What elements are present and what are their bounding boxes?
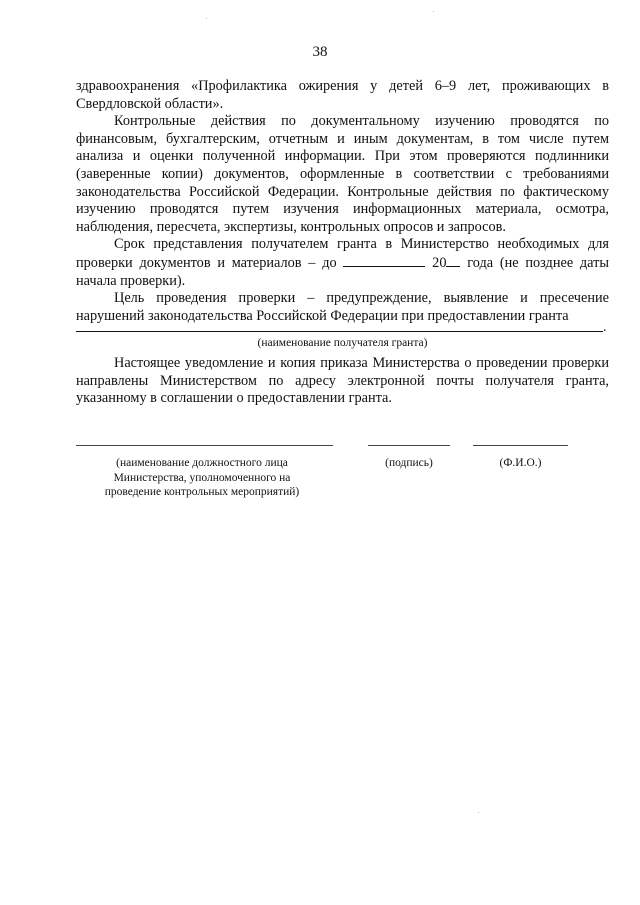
scan-speck xyxy=(433,11,434,12)
official-caption: (наименование должностного лица Министерства, уполномоченного на проведение контрольных мероприятий) xyxy=(104,457,300,498)
paragraph-notification: Настоящее уведомление и копия приказа Министерства о проведении проверки направлены Министерством по адресу электронной почты получателя гранта, указанному в соглашении о предоставлении гранта. xyxy=(76,355,609,407)
paragraph-program-name: здравоохранения «Профилактика ожирения у детей 6–9 лет, проживающих в Свердловской области». xyxy=(76,78,609,112)
body-text-top xyxy=(76,78,609,325)
deadline-year-prefix: 20 xyxy=(432,254,447,271)
sign-line xyxy=(368,445,450,446)
signature-caption: (подпись) xyxy=(385,457,433,469)
scan-speck xyxy=(206,18,207,19)
scan-speck xyxy=(478,812,479,813)
name-line xyxy=(473,445,568,446)
name-caption: (Ф.И.О.) xyxy=(499,457,542,469)
paragraph-purpose: Цель проведения проверки – предупреждение, выявление и пресечение нарушений законодательства Российской Федерации при предоставлении гранта xyxy=(76,290,609,324)
body-text-bottom xyxy=(76,355,609,408)
deadline-date-blank xyxy=(343,254,425,267)
official-signature-line xyxy=(76,445,333,446)
deadline-year-blank xyxy=(446,254,460,267)
deadline-text-2: года (не позднее даты начала проверки). xyxy=(76,254,610,289)
deadline-text-1: Срок представления получателем гранта в Министерство необходимых для проверки документов и материалов – до xyxy=(76,236,609,271)
page-number: 38 xyxy=(312,44,328,60)
grant-recipient-caption: (наименование получателя гранта) xyxy=(257,337,428,349)
paragraph-control-actions: Контрольные действия по документальному изучению проводятся по финансовым, бухгалтерским, отчетным и иным документам, в том числе путем анализа и оценки полученной информации. При этом проверяются подлинники (заверенные копии) документов, оформленные в соответствии с требованиями законодательства Российской Федерации. Контрольные действия по фактическому изучению проводятся путем изучения информационных материала, осмотра, наблюдения, пересчета, экспертизы, контрольных опросов и запросов. xyxy=(76,113,609,235)
grant-recipient-line xyxy=(76,331,603,332)
paragraph-deadline xyxy=(76,236,609,290)
grant-line-period: . xyxy=(603,320,607,335)
